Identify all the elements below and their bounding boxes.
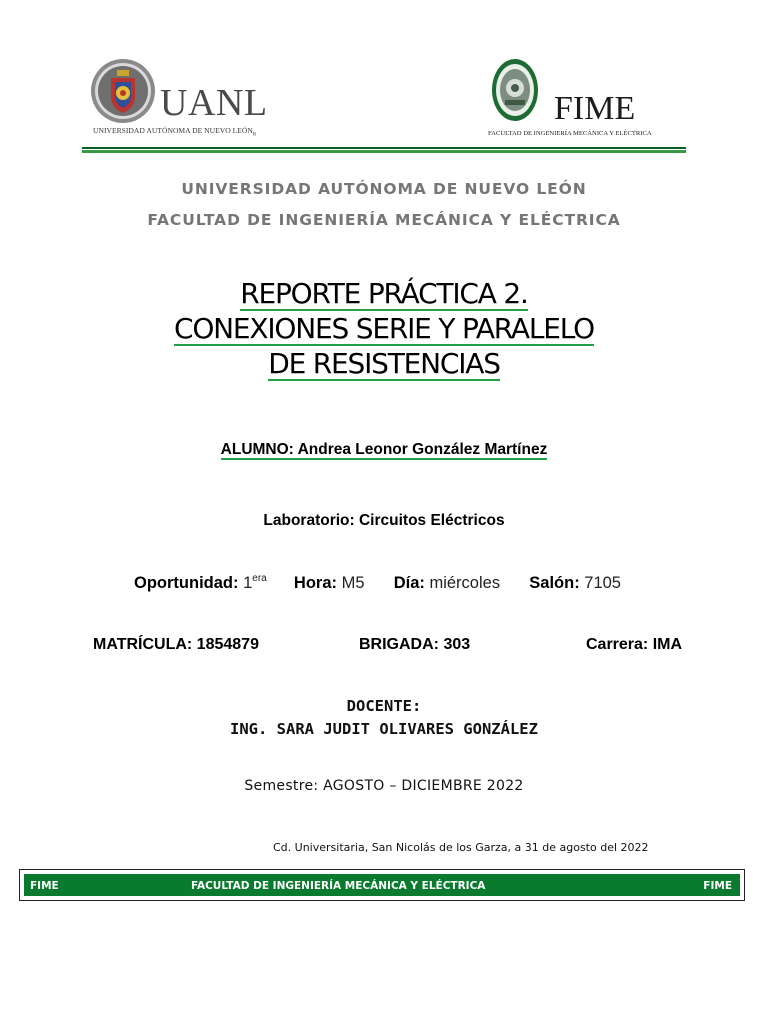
fime-logo — [486, 56, 686, 142]
hora-value: M5 — [341, 574, 365, 592]
brigada: BRIGADA: 303 — [359, 636, 471, 653]
report-title-line-3 — [0, 346, 768, 381]
salon-value: 7105 — [584, 574, 621, 592]
report-title-line-2 — [0, 311, 768, 346]
report-title-text-1: REPORTE PRÁCTICA 2. — [240, 277, 528, 310]
semester: Semestre: AGOSTO – DICIEMBRE 2022 — [244, 778, 524, 794]
uanl-subtitle-text: UNIVERSIDAD AUTÓNOMA DE NUEVO LEÓN — [93, 126, 253, 135]
oportunidad-value: 1 — [243, 574, 253, 592]
salon-label: Salón: — [529, 574, 580, 592]
footer-right-label: FIME — [703, 880, 732, 892]
report-title-line-1 — [0, 276, 768, 311]
docente-label: DOCENTE: — [346, 697, 422, 715]
matricula: MATRÍCULA: 1854879 — [93, 636, 259, 653]
lab-name: Laboratorio: Circuitos Eléctricos — [263, 512, 505, 529]
uanl-wordmark: UANL — [160, 82, 268, 124]
carrera: Carrera: IMA — [586, 636, 683, 653]
report-title-text-3: DE RESISTENCIAS — [268, 347, 500, 380]
footer-bar — [24, 874, 740, 896]
oportunidad-superscript: era — [252, 573, 267, 584]
student-name: ALUMNO: Andrea Leonor González Martínez — [220, 441, 548, 458]
dia-value: miércoles — [429, 574, 501, 592]
hora-label: Hora: — [293, 574, 337, 592]
oportunidad-label: Oportunidad: — [134, 574, 239, 592]
docente-name: ING. SARA JUDIT OLIVARES GONZÁLEZ — [230, 720, 538, 738]
uanl-subtitle — [93, 126, 256, 138]
dia-label: Día: — [393, 574, 425, 592]
faculty-heading: FACULTAD DE INGENIERÍA MECÁNICA Y ELÉCTRICA — [147, 211, 621, 229]
report-title — [0, 276, 768, 381]
report-title-text-2: CONEXIONES SERIE Y PARALELO — [173, 312, 595, 345]
uanl-registered-mark: R — [252, 132, 257, 138]
uanl-logo — [90, 58, 290, 140]
header-rule-green — [82, 150, 686, 153]
university-heading: UNIVERSIDAD AUTÓNOMA DE NUEVO LEÓN — [181, 180, 587, 198]
fime-wordmark: FIME — [554, 90, 636, 127]
uanl-seal-icon — [90, 58, 156, 124]
schedule-line — [134, 573, 621, 593]
place-date: Cd. Universitaria, San Nicolás de los Garza, a 31 de agosto del 2022 — [273, 841, 649, 854]
fime-seal-icon — [491, 58, 539, 122]
student-line — [0, 441, 768, 459]
header-rule-dark — [82, 147, 686, 149]
footer-center-label: FACULTAD DE INGENIERÍA MECÁNICA Y ELÉCTRICA — [191, 880, 486, 892]
footer-left-label: FIME — [30, 880, 59, 892]
fime-subtitle: FACULTAD DE INGENIERÍA MECÁNICA Y ELÉCTRICA — [488, 130, 652, 137]
footer — [19, 869, 745, 901]
